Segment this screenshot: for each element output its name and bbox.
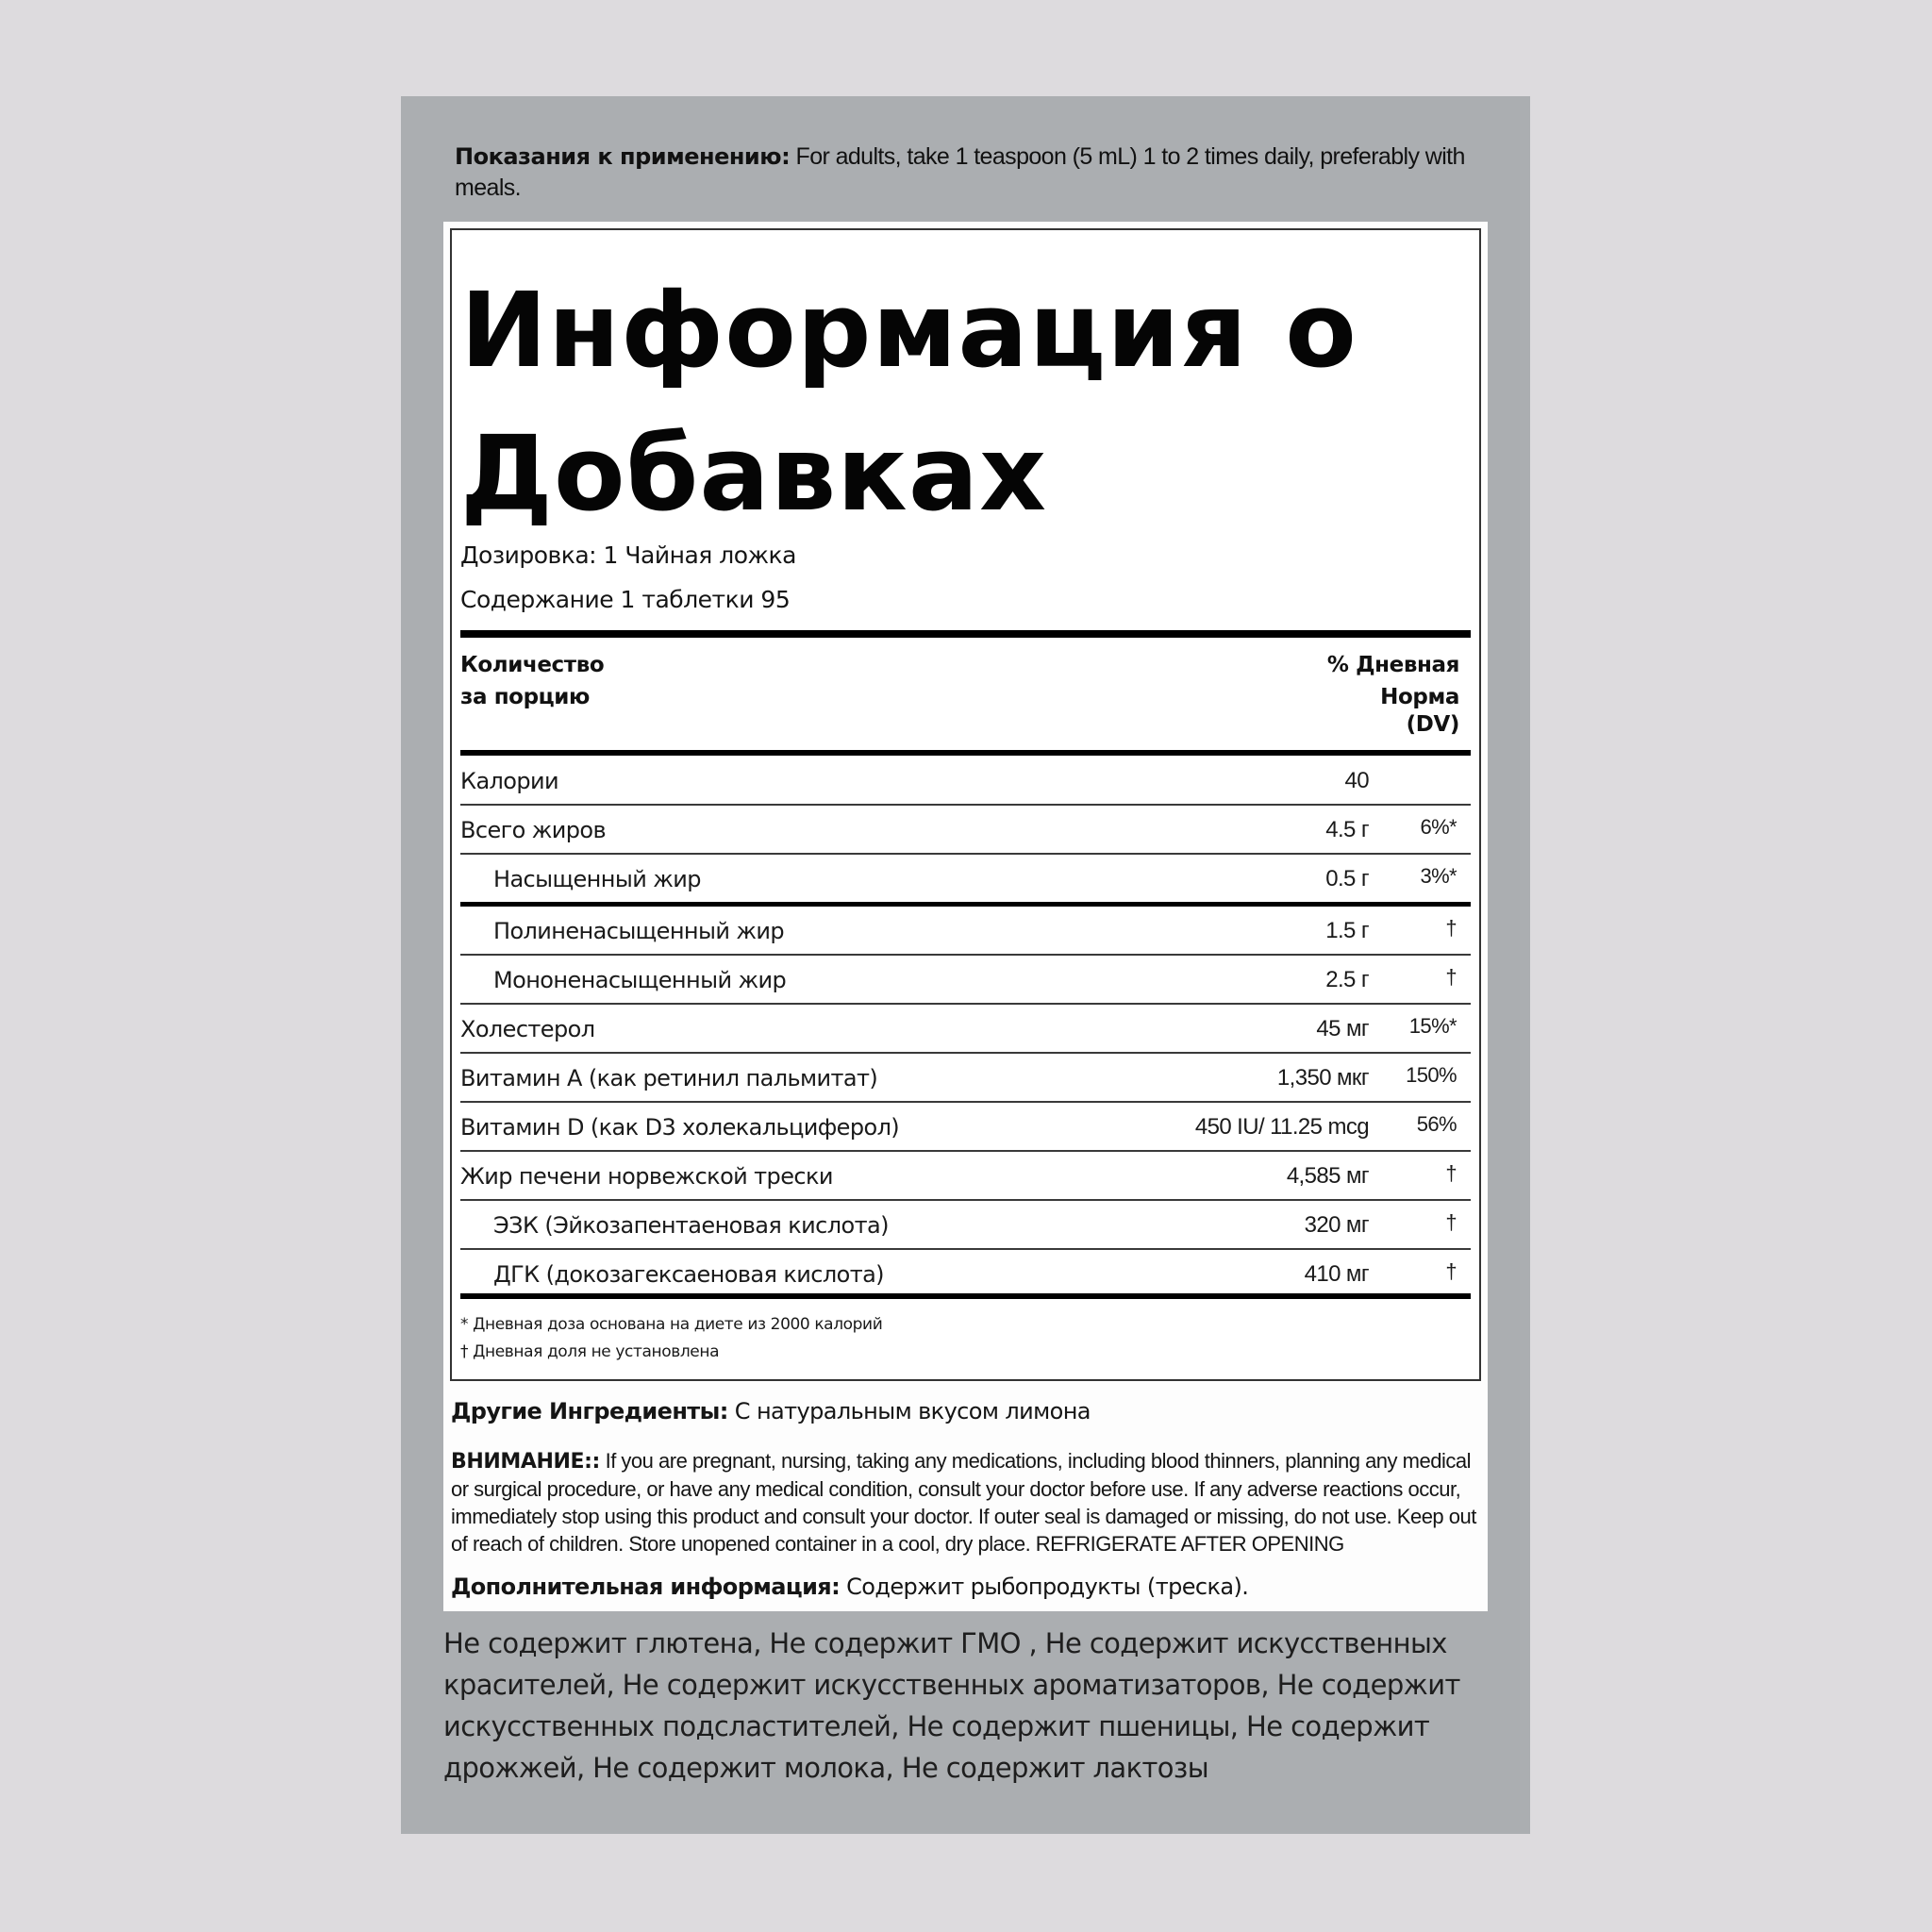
daily-value-header — [1327, 649, 1459, 736]
nutrient-dv: † — [1445, 1259, 1457, 1283]
nutrient-amount: 1.5 г — [1325, 918, 1369, 943]
nutrient-name: Холестерол — [460, 1016, 595, 1042]
nutrient-name: ЭЗК (Эйкозапентаеновая кислота) — [493, 1212, 889, 1239]
other-ingredients-label: Другие Ингредиенты: — [451, 1398, 728, 1424]
amount-header-line1: Количество — [460, 653, 605, 677]
warning-label: ВНИМАНИЕ:: — [451, 1450, 600, 1474]
facts-title-line1: Информация о — [460, 270, 1357, 391]
nutrient-amount: 40 — [1344, 768, 1369, 793]
servings-per-container: Содержание 1 таблетки 95 — [460, 586, 791, 613]
nutrient-amount: 4.5 г — [1325, 817, 1369, 842]
free-from-statement: Не содержит глютена, Не содержит ГМО , Не содержит искусственных красителей, Не содержит искусственных ароматизаторов, Не содержит искусственных подсластителей, Не содержит пшеницы, Не содержит дрожжей, Не содержит молока, Не содержит лактозы — [443, 1627, 1460, 1784]
nutrient-amount: 320 мг — [1304, 1212, 1369, 1238]
footnote-not-established: † Дневная доля не установлена — [460, 1342, 720, 1361]
nutrient-name: Жир печени норвежской трески — [460, 1163, 833, 1190]
nutrient-name: Калории — [460, 768, 558, 794]
facts-title-line2: Добавках — [460, 413, 1048, 534]
footnote-daily-value: * Дневная доза основана на диете из 2000 калорий — [460, 1315, 883, 1334]
nutrient-amount: 1,350 мкг — [1276, 1065, 1369, 1091]
table-row — [460, 806, 1471, 855]
table-row — [460, 1152, 1471, 1201]
table-row — [460, 757, 1471, 806]
nutrient-dv: † — [1445, 965, 1457, 989]
facts-title — [460, 258, 1404, 545]
nutrient-dv: 150% — [1406, 1063, 1457, 1087]
thick-divider — [460, 630, 1471, 638]
nutrient-amount: 2.5 г — [1325, 967, 1369, 992]
table-row — [460, 956, 1471, 1005]
table-row — [460, 1005, 1471, 1054]
additional-info-label: Дополнительная информация: — [451, 1574, 841, 1600]
nutrient-name: Витамин A (как ретинил пальмитат) — [460, 1065, 878, 1091]
table-row — [460, 855, 1471, 907]
nutrient-amount: 4,585 мг — [1286, 1163, 1369, 1189]
dv-header-line1: % Дневная — [1326, 653, 1459, 677]
nutrient-dv: 15%* — [1408, 1014, 1457, 1038]
supplement-facts-box — [450, 228, 1481, 1381]
table-row — [460, 1201, 1471, 1250]
directions-text: For adults, take 1 teaspoon (5 mL) 1 to 2 times daily, preferably with meals. — [455, 143, 1465, 201]
table-row — [460, 1054, 1471, 1103]
bottom-divider — [460, 1293, 1471, 1299]
nutrient-name: Полиненасыщенный жир — [493, 918, 785, 944]
nutrient-amount: 45 мг — [1316, 1016, 1369, 1041]
nutrient-name: ДГК (докозагексаеновая кислота) — [493, 1261, 884, 1288]
table-row — [460, 907, 1471, 956]
nutrient-amount: 0.5 г — [1325, 866, 1369, 891]
nutrient-dv: † — [1445, 916, 1457, 940]
nutrient-dv: 56% — [1416, 1112, 1457, 1136]
table-row — [460, 1103, 1471, 1152]
nutrient-amount: 450 IU/ 11.25 mcg — [1194, 1114, 1369, 1140]
amount-header-line2: за порцию — [460, 685, 590, 709]
nutrient-name: Мононенасыщенный жир — [493, 967, 787, 993]
nutrient-name: Всего жиров — [460, 817, 607, 843]
directions-label: Показания к применению: — [455, 143, 791, 170]
amount-per-serving-header — [460, 649, 604, 713]
other-ingredients-text: С натуральным вкусом лимона — [727, 1398, 1091, 1424]
nutrient-dv: † — [1445, 1161, 1457, 1185]
warning — [451, 1447, 1479, 1557]
additional-info — [451, 1574, 1248, 1600]
nutrient-table — [460, 757, 1471, 1297]
other-ingredients — [451, 1398, 1091, 1424]
dv-header-line3: (DV) — [1406, 712, 1459, 737]
dv-header-line2: Норма — [1380, 685, 1459, 709]
nutrient-name: Насыщенный жир — [493, 866, 701, 892]
nutrient-dv: 6%* — [1420, 815, 1457, 839]
nutrient-name: Витамин D (как D3 холекальциферол) — [460, 1114, 900, 1141]
directions — [455, 142, 1483, 204]
nutrient-dv: 3%* — [1420, 864, 1457, 888]
warning-text: If you are pregnant, nursing, taking any medications, including blood thinners, planning any medical or surgical procedure, or have any medical condition, consult your doctor before use. If any adverse reactions occur, immediately stop using this product and consult your doctor. If outer seal is damaged or missing, do not use. Keep out of reach of children. Store unopened container in a cool, dry place. REFRIGERATE AFTER OPENING — [451, 1449, 1476, 1556]
nutrient-amount: 410 мг — [1304, 1261, 1369, 1287]
header-divider — [460, 750, 1471, 756]
serving-size: Дозировка: 1 Чайная ложка — [460, 541, 796, 569]
nutrient-dv: † — [1445, 1210, 1457, 1234]
table-row — [460, 1250, 1471, 1297]
additional-info-text: Содержит рыбопродукты (треска). — [840, 1574, 1249, 1600]
